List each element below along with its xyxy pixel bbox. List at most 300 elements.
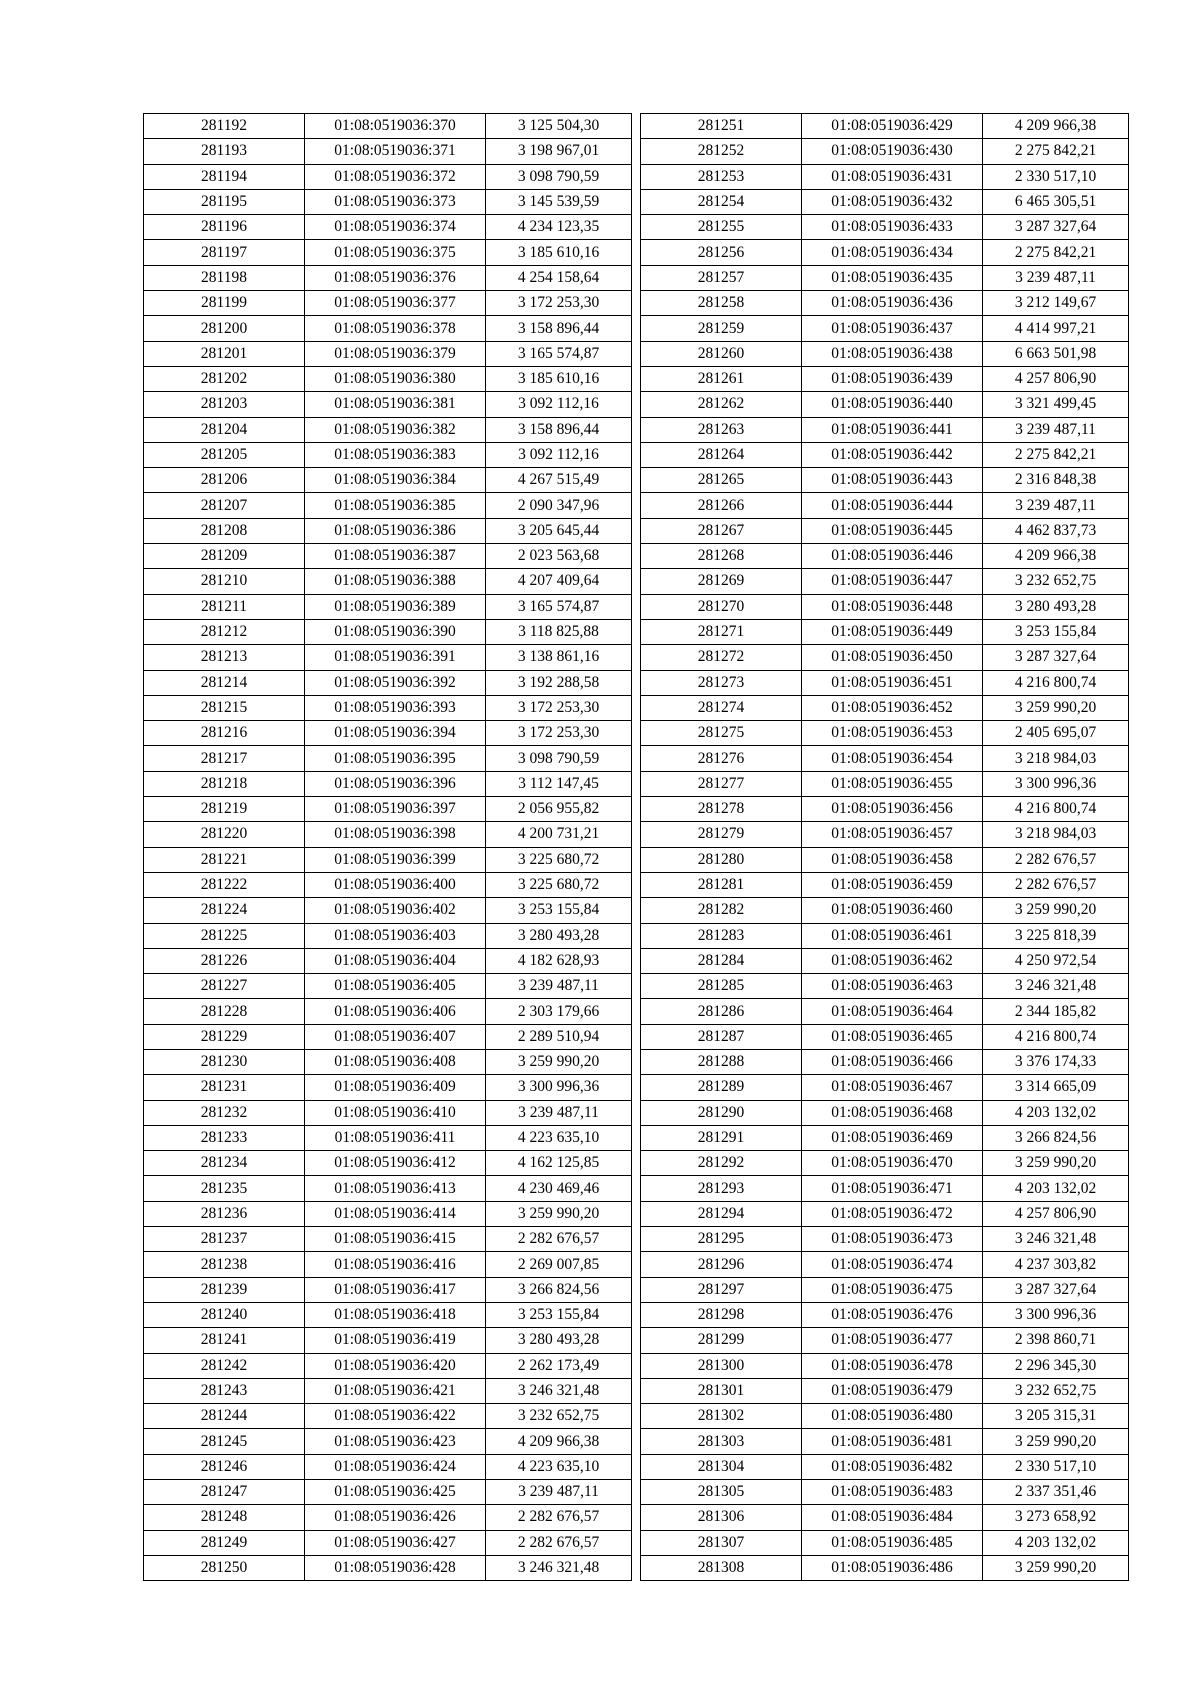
table-row <box>641 594 1129 619</box>
cadastral-number: 01:08:0519036:423 <box>305 1429 486 1454</box>
table-row <box>144 898 632 923</box>
cadastral-value: 3 321 499,45 <box>983 392 1129 417</box>
cadastral-value: 2 296 345,30 <box>983 1353 1129 1378</box>
cadastral-number: 01:08:0519036:478 <box>802 1353 983 1378</box>
cadastral-value: 4 182 628,93 <box>486 948 632 973</box>
row-number: 281249 <box>144 1530 305 1555</box>
table-row <box>641 1024 1129 1049</box>
cadastral-number: 01:08:0519036:412 <box>305 1151 486 1176</box>
row-number: 281250 <box>144 1555 305 1580</box>
cadastral-value: 3 280 493,28 <box>983 594 1129 619</box>
cadastral-number: 01:08:0519036:398 <box>305 822 486 847</box>
table-row <box>144 139 632 164</box>
cadastral-number: 01:08:0519036:457 <box>802 822 983 847</box>
table-row <box>144 1530 632 1555</box>
row-number: 281236 <box>144 1201 305 1226</box>
table-row <box>144 1328 632 1353</box>
row-number: 281224 <box>144 898 305 923</box>
table-row <box>144 1454 632 1479</box>
row-number: 281207 <box>144 493 305 518</box>
cadastral-value: 3 266 824,56 <box>983 1125 1129 1150</box>
row-number: 281210 <box>144 569 305 594</box>
row-number: 281298 <box>641 1302 802 1327</box>
cadastral-number: 01:08:0519036:392 <box>305 670 486 695</box>
cadastral-value: 3 118 825,88 <box>486 619 632 644</box>
row-number: 281300 <box>641 1353 802 1378</box>
cadastral-value: 3 158 896,44 <box>486 417 632 442</box>
cadastral-number: 01:08:0519036:454 <box>802 746 983 771</box>
cadastral-number: 01:08:0519036:482 <box>802 1454 983 1479</box>
cadastral-value: 2 303 179,66 <box>486 999 632 1024</box>
row-number: 281272 <box>641 645 802 670</box>
cadastral-value: 3 259 990,20 <box>983 1429 1129 1454</box>
cadastral-value: 3 138 861,16 <box>486 645 632 670</box>
cadastral-value: 3 246 321,48 <box>486 1555 632 1580</box>
cadastral-number: 01:08:0519036:410 <box>305 1100 486 1125</box>
cadastral-value: 3 300 996,36 <box>486 1075 632 1100</box>
row-number: 281297 <box>641 1277 802 1302</box>
cadastral-number: 01:08:0519036:408 <box>305 1049 486 1074</box>
row-number: 281197 <box>144 240 305 265</box>
cadastral-number: 01:08:0519036:416 <box>305 1252 486 1277</box>
cadastral-number: 01:08:0519036:387 <box>305 544 486 569</box>
cadastral-value: 3 158 896,44 <box>486 316 632 341</box>
table-row <box>641 822 1129 847</box>
table-row <box>144 1100 632 1125</box>
row-number: 281234 <box>144 1151 305 1176</box>
cadastral-number: 01:08:0519036:436 <box>802 291 983 316</box>
cadastral-value: 4 203 132,02 <box>983 1176 1129 1201</box>
table-row <box>641 872 1129 897</box>
table-row <box>144 1302 632 1327</box>
row-number: 281278 <box>641 797 802 822</box>
table-row <box>641 923 1129 948</box>
cadastral-value: 2 023 563,68 <box>486 544 632 569</box>
row-number: 281203 <box>144 392 305 417</box>
row-number: 281247 <box>144 1480 305 1505</box>
row-number: 281283 <box>641 923 802 948</box>
cadastral-value: 2 405 695,07 <box>983 721 1129 746</box>
row-number: 281292 <box>641 1151 802 1176</box>
table-row <box>144 265 632 290</box>
cadastral-number: 01:08:0519036:461 <box>802 923 983 948</box>
table-row <box>641 771 1129 796</box>
cadastral-number: 01:08:0519036:464 <box>802 999 983 1024</box>
cadastral-value: 3 273 658,92 <box>983 1505 1129 1530</box>
row-number: 281268 <box>641 544 802 569</box>
table-row <box>144 544 632 569</box>
table-row <box>144 569 632 594</box>
cadastral-value: 2 330 517,10 <box>983 1454 1129 1479</box>
cadastral-number: 01:08:0519036:417 <box>305 1277 486 1302</box>
cadastral-number: 01:08:0519036:480 <box>802 1404 983 1429</box>
cadastral-value: 3 205 315,31 <box>983 1404 1129 1429</box>
cadastral-number: 01:08:0519036:418 <box>305 1302 486 1327</box>
row-number: 281196 <box>144 215 305 240</box>
cadastral-value: 3 246 321,48 <box>486 1378 632 1403</box>
cadastral-number: 01:08:0519036:479 <box>802 1378 983 1403</box>
row-number: 281256 <box>641 240 802 265</box>
cadastral-value: 4 223 635,10 <box>486 1125 632 1150</box>
cadastral-number: 01:08:0519036:445 <box>802 518 983 543</box>
table-row <box>144 215 632 240</box>
row-number: 281282 <box>641 898 802 923</box>
cadastral-value: 2 282 676,57 <box>983 847 1129 872</box>
table-row <box>641 366 1129 391</box>
cadastral-number: 01:08:0519036:481 <box>802 1429 983 1454</box>
row-number: 281302 <box>641 1404 802 1429</box>
table-row <box>144 114 632 139</box>
cadastral-value: 2 282 676,57 <box>486 1505 632 1530</box>
cadastral-value: 3 165 574,87 <box>486 341 632 366</box>
table-row <box>144 1024 632 1049</box>
cadastral-value: 3 259 990,20 <box>983 695 1129 720</box>
cadastral-value: 3 280 493,28 <box>486 923 632 948</box>
cadastral-number: 01:08:0519036:485 <box>802 1530 983 1555</box>
table-row <box>144 493 632 518</box>
cadastral-value: 4 267 515,49 <box>486 468 632 493</box>
row-number: 281199 <box>144 291 305 316</box>
cadastral-number: 01:08:0519036:439 <box>802 366 983 391</box>
cadastral-number: 01:08:0519036:453 <box>802 721 983 746</box>
cadastral-number: 01:08:0519036:465 <box>802 1024 983 1049</box>
row-number: 281225 <box>144 923 305 948</box>
row-number: 281208 <box>144 518 305 543</box>
table-row <box>144 1353 632 1378</box>
table-row <box>144 822 632 847</box>
cadastral-value: 4 250 972,54 <box>983 948 1129 973</box>
table-row <box>144 366 632 391</box>
table-row <box>144 1201 632 1226</box>
row-number: 281308 <box>641 1555 802 1580</box>
cadastral-value: 4 237 303,82 <box>983 1252 1129 1277</box>
row-number: 281239 <box>144 1277 305 1302</box>
cadastral-number: 01:08:0519036:420 <box>305 1353 486 1378</box>
cadastral-number: 01:08:0519036:397 <box>305 797 486 822</box>
cadastral-value: 3 232 652,75 <box>486 1404 632 1429</box>
cadastral-value: 3 165 574,87 <box>486 594 632 619</box>
row-number: 281227 <box>144 974 305 999</box>
row-number: 281238 <box>144 1252 305 1277</box>
cadastral-value: 6 663 501,98 <box>983 341 1129 366</box>
row-number: 281229 <box>144 1024 305 1049</box>
row-number: 281206 <box>144 468 305 493</box>
cadastral-number: 01:08:0519036:433 <box>802 215 983 240</box>
row-number: 281286 <box>641 999 802 1024</box>
row-number: 281274 <box>641 695 802 720</box>
cadastral-value: 2 269 007,85 <box>486 1252 632 1277</box>
cadastral-value: 3 112 147,45 <box>486 771 632 796</box>
table-row <box>144 291 632 316</box>
row-number: 281231 <box>144 1075 305 1100</box>
cadastral-value: 3 280 493,28 <box>486 1328 632 1353</box>
cadastral-number: 01:08:0519036:441 <box>802 417 983 442</box>
row-number: 281258 <box>641 291 802 316</box>
row-number: 281288 <box>641 1049 802 1074</box>
table-row <box>641 746 1129 771</box>
row-number: 281287 <box>641 1024 802 1049</box>
cadastral-number: 01:08:0519036:456 <box>802 797 983 822</box>
table-row <box>144 847 632 872</box>
table-row <box>144 721 632 746</box>
cadastral-number: 01:08:0519036:372 <box>305 164 486 189</box>
cadastral-number: 01:08:0519036:383 <box>305 442 486 467</box>
cadastral-value: 3 259 990,20 <box>983 1555 1129 1580</box>
table-row <box>144 948 632 973</box>
row-number: 281241 <box>144 1328 305 1353</box>
cadastral-number: 01:08:0519036:471 <box>802 1176 983 1201</box>
row-number: 281198 <box>144 265 305 290</box>
cadastral-number: 01:08:0519036:452 <box>802 695 983 720</box>
row-number: 281266 <box>641 493 802 518</box>
cadastral-number: 01:08:0519036:396 <box>305 771 486 796</box>
cadastral-value: 3 172 253,30 <box>486 291 632 316</box>
table-row <box>144 746 632 771</box>
row-number: 281192 <box>144 114 305 139</box>
cadastral-value: 3 098 790,59 <box>486 746 632 771</box>
row-number: 281209 <box>144 544 305 569</box>
row-number: 281237 <box>144 1227 305 1252</box>
cadastral-number: 01:08:0519036:376 <box>305 265 486 290</box>
table-row <box>144 1404 632 1429</box>
table-row <box>641 493 1129 518</box>
cadastral-number: 01:08:0519036:382 <box>305 417 486 442</box>
cadastral-value: 3 225 818,39 <box>983 923 1129 948</box>
cadastral-number: 01:08:0519036:375 <box>305 240 486 265</box>
cadastral-value: 2 282 676,57 <box>983 872 1129 897</box>
row-number: 281262 <box>641 392 802 417</box>
row-number: 281201 <box>144 341 305 366</box>
cadastral-value: 3 239 487,11 <box>983 417 1129 442</box>
cadastral-number: 01:08:0519036:388 <box>305 569 486 594</box>
cadastral-number: 01:08:0519036:411 <box>305 1125 486 1150</box>
table-row <box>641 999 1129 1024</box>
table-row <box>641 468 1129 493</box>
row-number: 281232 <box>144 1100 305 1125</box>
table-row <box>641 1227 1129 1252</box>
table-row <box>144 695 632 720</box>
row-number: 281281 <box>641 872 802 897</box>
cadastral-number: 01:08:0519036:407 <box>305 1024 486 1049</box>
cadastral-number: 01:08:0519036:473 <box>802 1227 983 1252</box>
cadastral-value: 3 287 327,64 <box>983 1277 1129 1302</box>
row-number: 281240 <box>144 1302 305 1327</box>
table-row <box>641 1454 1129 1479</box>
row-number: 281253 <box>641 164 802 189</box>
cadastral-value: 2 344 185,82 <box>983 999 1129 1024</box>
cadastral-value: 2 398 860,71 <box>983 1328 1129 1353</box>
row-number: 281233 <box>144 1125 305 1150</box>
table-row <box>641 1075 1129 1100</box>
row-number: 281246 <box>144 1454 305 1479</box>
cadastral-number: 01:08:0519036:427 <box>305 1530 486 1555</box>
cadastral-number: 01:08:0519036:451 <box>802 670 983 695</box>
cadastral-value: 3 172 253,30 <box>486 695 632 720</box>
cadastral-value: 3 172 253,30 <box>486 721 632 746</box>
cadastral-number: 01:08:0519036:463 <box>802 974 983 999</box>
row-number: 281254 <box>641 189 802 214</box>
cadastral-value: 4 209 966,38 <box>486 1429 632 1454</box>
table-row <box>144 341 632 366</box>
table-row <box>144 1049 632 1074</box>
table-row <box>144 240 632 265</box>
table-row <box>144 923 632 948</box>
row-number: 281235 <box>144 1176 305 1201</box>
row-number: 281277 <box>641 771 802 796</box>
cadastral-value: 3 246 321,48 <box>983 974 1129 999</box>
table-row <box>641 164 1129 189</box>
table-row <box>144 392 632 417</box>
cadastral-number: 01:08:0519036:395 <box>305 746 486 771</box>
cadastral-number: 01:08:0519036:413 <box>305 1176 486 1201</box>
table-row <box>144 1429 632 1454</box>
cadastral-number: 01:08:0519036:389 <box>305 594 486 619</box>
table-row <box>144 797 632 822</box>
cadastral-number: 01:08:0519036:469 <box>802 1125 983 1150</box>
cadastral-value: 3 287 327,64 <box>983 645 1129 670</box>
table-row <box>641 1505 1129 1530</box>
table-row <box>641 1555 1129 1580</box>
table-row <box>641 1277 1129 1302</box>
row-number: 281216 <box>144 721 305 746</box>
row-number: 281259 <box>641 316 802 341</box>
table-row <box>144 189 632 214</box>
table-row <box>641 341 1129 366</box>
row-number: 281194 <box>144 164 305 189</box>
row-number: 281204 <box>144 417 305 442</box>
cadastral-number: 01:08:0519036:385 <box>305 493 486 518</box>
cadastral-value: 4 257 806,90 <box>983 1201 1129 1226</box>
row-number: 281260 <box>641 341 802 366</box>
cadastral-value: 3 239 487,11 <box>486 1100 632 1125</box>
cadastral-number: 01:08:0519036:440 <box>802 392 983 417</box>
table-row <box>641 898 1129 923</box>
table-row <box>641 1100 1129 1125</box>
table-row <box>641 518 1129 543</box>
cadastral-value: 3 192 288,58 <box>486 670 632 695</box>
table-row <box>641 721 1129 746</box>
cadastral-number: 01:08:0519036:472 <box>802 1201 983 1226</box>
row-number: 281307 <box>641 1530 802 1555</box>
table-row <box>144 999 632 1024</box>
cadastral-number: 01:08:0519036:443 <box>802 468 983 493</box>
table-row <box>641 974 1129 999</box>
table-row <box>641 1404 1129 1429</box>
cadastral-number: 01:08:0519036:390 <box>305 619 486 644</box>
table-row <box>641 645 1129 670</box>
row-number: 281220 <box>144 822 305 847</box>
table-row <box>144 1125 632 1150</box>
table-row <box>641 569 1129 594</box>
cadastral-number: 01:08:0519036:442 <box>802 442 983 467</box>
row-number: 281212 <box>144 619 305 644</box>
table-row <box>641 1151 1129 1176</box>
row-number: 281217 <box>144 746 305 771</box>
row-number: 281306 <box>641 1505 802 1530</box>
cadastral-value: 3 198 967,01 <box>486 139 632 164</box>
row-number: 281200 <box>144 316 305 341</box>
cadastral-number: 01:08:0519036:446 <box>802 544 983 569</box>
cadastral-value: 3 300 996,36 <box>983 1302 1129 1327</box>
cadastral-number: 01:08:0519036:435 <box>802 265 983 290</box>
table-row <box>641 240 1129 265</box>
cadastral-number: 01:08:0519036:466 <box>802 1049 983 1074</box>
row-number: 281304 <box>641 1454 802 1479</box>
cadastral-value: 3 376 174,33 <box>983 1049 1129 1074</box>
cadastral-number: 01:08:0519036:476 <box>802 1302 983 1327</box>
row-number: 281195 <box>144 189 305 214</box>
cadastral-number: 01:08:0519036:434 <box>802 240 983 265</box>
cadastral-number: 01:08:0519036:406 <box>305 999 486 1024</box>
cadastral-value: 3 239 487,11 <box>983 265 1129 290</box>
cadastral-value: 2 275 842,21 <box>983 442 1129 467</box>
cadastral-number: 01:08:0519036:458 <box>802 847 983 872</box>
table-row <box>641 695 1129 720</box>
cadastral-value: 3 092 112,16 <box>486 442 632 467</box>
cadastral-number: 01:08:0519036:415 <box>305 1227 486 1252</box>
cadastral-value: 2 056 955,82 <box>486 797 632 822</box>
row-number: 281257 <box>641 265 802 290</box>
cadastral-number: 01:08:0519036:444 <box>802 493 983 518</box>
cadastral-number: 01:08:0519036:475 <box>802 1277 983 1302</box>
row-number: 281228 <box>144 999 305 1024</box>
cadastral-number: 01:08:0519036:379 <box>305 341 486 366</box>
row-number: 281193 <box>144 139 305 164</box>
cadastral-number: 01:08:0519036:486 <box>802 1555 983 1580</box>
row-number: 281293 <box>641 1176 802 1201</box>
row-number: 281251 <box>641 114 802 139</box>
table-row <box>641 291 1129 316</box>
cadastral-number: 01:08:0519036:484 <box>802 1505 983 1530</box>
row-number: 281290 <box>641 1100 802 1125</box>
cadastral-value: 2 275 842,21 <box>983 240 1129 265</box>
register-table-right-body <box>641 114 1129 1581</box>
cadastral-number: 01:08:0519036:384 <box>305 468 486 493</box>
cadastral-value: 4 209 966,38 <box>983 544 1129 569</box>
table-row <box>641 619 1129 644</box>
cadastral-number: 01:08:0519036:381 <box>305 392 486 417</box>
row-number: 281265 <box>641 468 802 493</box>
cadastral-value: 2 090 347,96 <box>486 493 632 518</box>
table-row <box>144 316 632 341</box>
cadastral-number: 01:08:0519036:477 <box>802 1328 983 1353</box>
cadastral-value: 3 145 539,59 <box>486 189 632 214</box>
cadastral-number: 01:08:0519036:393 <box>305 695 486 720</box>
table-row <box>641 847 1129 872</box>
row-number: 281245 <box>144 1429 305 1454</box>
cadastral-number: 01:08:0519036:402 <box>305 898 486 923</box>
cadastral-number: 01:08:0519036:405 <box>305 974 486 999</box>
table-row <box>641 1353 1129 1378</box>
cadastral-number: 01:08:0519036:470 <box>802 1151 983 1176</box>
table-row <box>641 1201 1129 1226</box>
cadastral-value: 3 225 680,72 <box>486 872 632 897</box>
cadastral-value: 4 234 123,35 <box>486 215 632 240</box>
cadastral-value: 3 205 645,44 <box>486 518 632 543</box>
table-row <box>144 1176 632 1201</box>
cadastral-value: 4 230 469,46 <box>486 1176 632 1201</box>
cadastral-number: 01:08:0519036:400 <box>305 872 486 897</box>
cadastral-value: 4 216 800,74 <box>983 1024 1129 1049</box>
table-row <box>144 164 632 189</box>
row-number: 281243 <box>144 1378 305 1403</box>
cadastral-value: 4 216 800,74 <box>983 797 1129 822</box>
table-row <box>144 670 632 695</box>
cadastral-number: 01:08:0519036:438 <box>802 341 983 366</box>
row-number: 281275 <box>641 721 802 746</box>
register-table-left <box>143 113 632 1581</box>
table-row <box>144 1480 632 1505</box>
